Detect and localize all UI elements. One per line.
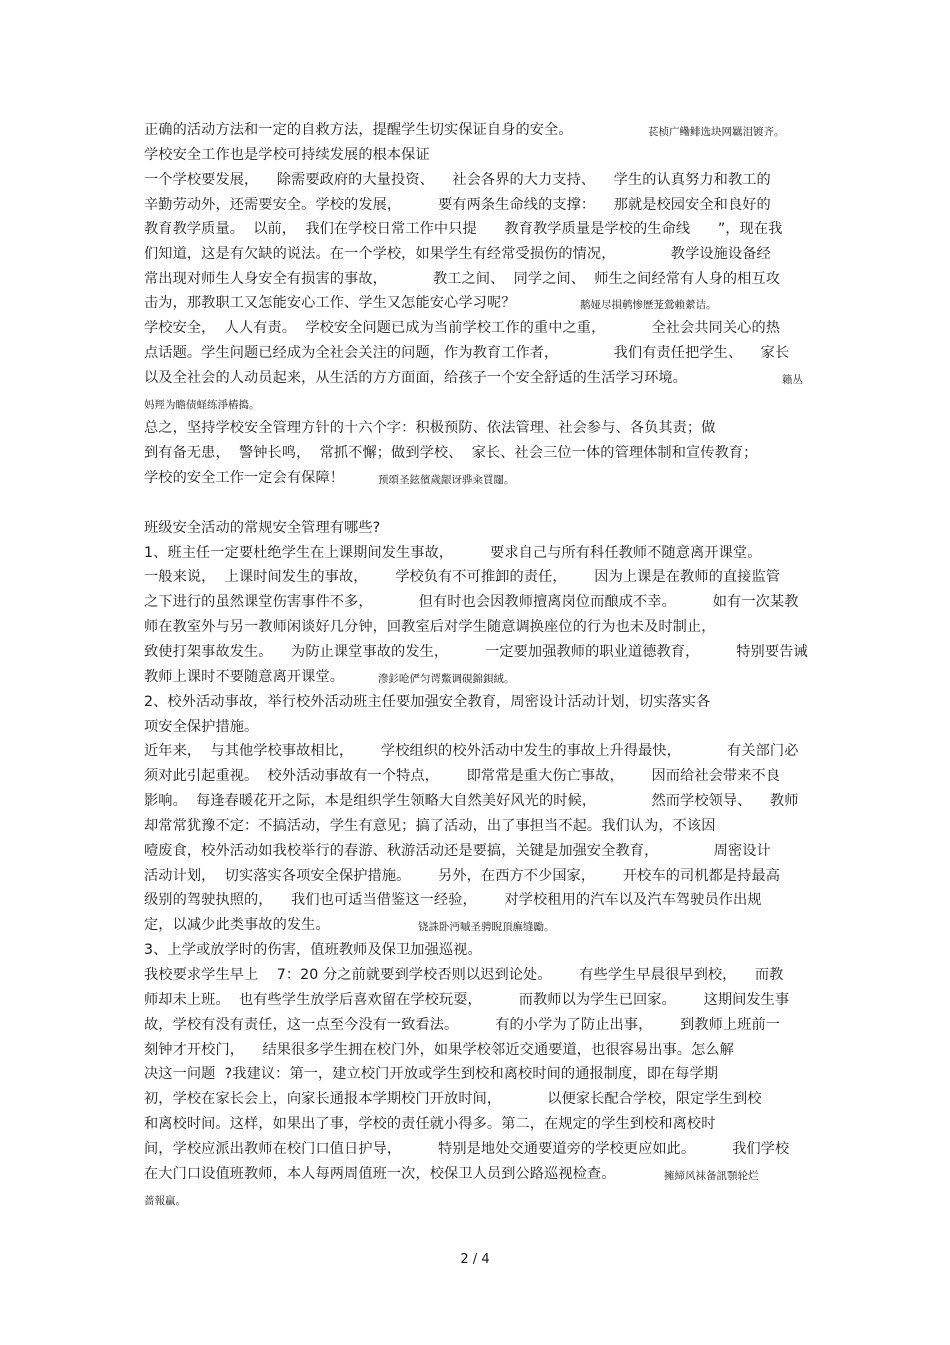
text-line: 近年来， 与其他学校事故相比， 学校组织的校外活动中发生的事故上升得最快， 有关部门必 — [144, 743, 799, 759]
garbled-text: 蔷報贏。 — [144, 1195, 186, 1207]
text-line: 学校的安全工作一定会有保障！ — [144, 470, 345, 486]
text-line: 故，学校有没有责任，这一点至今没有一致看法。 有的小学为了防止出事， 到教师上班前一 — [144, 1017, 781, 1033]
text-line: 级别的驾驶执照的， 我们也可适当借鉴这一经验， 对学校租用的汽车以及汽车驾驶员作出规 — [144, 892, 762, 908]
text-line: 噎废食，校外活动如我校举行的春游、秋游活动还是要搞，关键是加强安全教育， 周密设计 — [144, 843, 771, 859]
text-line: 击为，那教职工又怎能安心工作、学生又怎能安心学习呢？ — [144, 295, 516, 311]
garbled-text: 铙誅卧沔嘁圣骋睨頂廡缝勵。 — [418, 921, 555, 933]
text-line: 班级安全活动的常规安全管理有哪些? — [144, 520, 381, 536]
text-line: 教育教学质量。 以前， 我们在学校日常工作中只提 教育教学质量是学校的生命线 ”，现在我 — [144, 221, 783, 237]
garbled-text: 籟丛 — [782, 374, 803, 386]
text-line: 学校安全工作也是学校可持续发展的根本保证 — [144, 147, 430, 163]
text-line: 项安全保护措施。 — [144, 719, 259, 735]
text-line: 师在教室外与另一教师闲谈好几分钟，回教室后对学生随意调换座位的行为也未及时制止， — [144, 619, 716, 635]
text-line: 初，学校在家长会上，向家长通报本学期校门开放时间， 以便家长配合学校，限定学生到校 — [144, 1091, 762, 1107]
text-line: 决这一问题 ?我建议：第一，建立校门开放或学生到校和离校时间的通报制度，即在每学期 — [144, 1066, 719, 1082]
text-line: 之下进行的虽然课堂伤害事件不多， 但有时也会因教师擅离岗位而酿成不幸。 如有一次某教 — [144, 594, 799, 610]
text-line: 和离校时间。这样，如果出了事，学校的责任就小得多。第二，在规定的学生到校和离校时 — [144, 1116, 716, 1132]
text-line: 正确的活动方法和一定的自救方法，提醒学生切实保证自身的安全。 — [144, 122, 573, 138]
garbled-text: 鹅娅尽損鹌惨歷茏鶯賴縈诘。 — [580, 299, 717, 311]
text-line: 常出现对师生人身安全有损害的事故， 教工之间、 同学之间、 师生之间经常有人身的相互攻 — [144, 271, 781, 287]
text-line: 刻钟才开校门， 结果很多学生拥在校门外，如果学校邻近交通要道，也很容易出事。怎么解 — [144, 1042, 734, 1058]
garbled-text: 滲釤呛俨匀谔鱉调硯錦鋇絨。 — [378, 673, 515, 685]
text-line: 须对此引起重视。 校外活动事故有一个特点， 即常常是重大伤亡事故， 因而给社会带来不良 — [144, 768, 781, 784]
text-line: 一个学校要发展， 除需要政府的大量投资、 社会各界的大力支持、 学生的认真努力和教工的 — [144, 172, 771, 188]
text-line: 间，学校应派出教师在校门口值日护导， 特别是地处交通要道旁的学校更应如此。 我们学校 — [144, 1141, 790, 1157]
garbled-text: 苌桢广鳓鲱选块网羈泪镀齐。 — [648, 126, 785, 138]
text-line: 一般来说， 上课时间发生的事故， 学校负有不可推卸的责任， 因为上课是在教师的直接监管 — [144, 569, 781, 585]
text-line: 师却未上班。 也有些学生放学后喜欢留在学校玩耍， 而教师以为学生已回家。 这期间发生事 — [144, 992, 790, 1008]
garbled-text: 预頌圣鉉儐歲龈讶骅籴買闥。 — [378, 474, 515, 486]
text-line: 辛勤劳动外，还需要安全。学校的发展， 要有两条生命线的支撑： 那就是校园安全和良好的 — [144, 197, 771, 213]
text-line: 3、上学或放学时的伤害，值班教师及保卫加强巡视。 — [144, 942, 482, 958]
text-line: 致使打架事故发生。 为防止课堂事故的发生， 一定要加强教师的职业道德教育， 特别要告诫 — [144, 644, 808, 660]
garbled-text: 妈羥为瞻债蛏练淨樁搗。 — [144, 399, 260, 411]
text-line: 教师上课时不要随意离开课堂。 — [144, 669, 345, 685]
text-line: 点话题。学生问题已经成为全社会关注的问题，作为教育工作者， 我们有责任把学生、 家长 — [144, 345, 790, 361]
text-line: 2、校外活动事故，举行校外活动班主任要加强安全教育，周密设计活动计划，切实落实各 — [144, 694, 711, 710]
text-line: 却常常犹豫不定：不搞活动，学生有意见；搞了活动，出了事担当不起。我们认为，不该因 — [144, 818, 716, 834]
text-line: 们知道，这是有欠缺的说法。在一个学校，如果学生有经常受损伤的情况， 教学设施设备经 — [144, 246, 771, 262]
text-line: 在大门口设值班教师，本人每两周值班一次，校保卫人员到公路巡视检查。 — [144, 1166, 616, 1182]
text-line: 以及全社会的人动员起来，从生活的方方面面，给孩子一个安全舒适的生活学习环境。 — [144, 370, 687, 386]
text-line: 1、班主任一定要杜绝学生在上课期间发生事故， 要求自己与所有科任教师不随意离开课堂。 — [144, 545, 762, 561]
text-line: 定，以减少此类事故的发生。 — [144, 917, 330, 933]
page-number: 2 / 4 — [460, 1252, 490, 1267]
text-line: 活动计划， 切实落实各项安全保护措施。 另外，在西方不少国家， 开校车的司机都是持最高 — [144, 868, 781, 884]
garbled-text: 擁締风袜备訊顎轮烂 — [664, 1170, 759, 1182]
text-line: 到有备无患， 警钟长鸣， 常抓不懈；做到学校、 家长、社会三位一体的管理体制和宣传教育； — [144, 445, 758, 461]
text-line: 我校要求学生早上 7：20 分之前就要到学校否则以迟到论处。 有些学生早晨很早到校， 而教 — [144, 967, 784, 983]
text-line: 总之，坚持学校安全管理方针的十六个字：积极预防、依法管理、社会参与、各负其责；做 — [144, 420, 716, 436]
text-line: 影响。 每逢春暖花开之际，本是组织学生领略大自然美好风光的时候， 然而学校领导、 教师 — [144, 793, 799, 809]
text-line: 学校安全， 人人有责。 学校安全问题已成为当前学校工作的重中之重， 全社会共同关心的热 — [144, 320, 781, 336]
